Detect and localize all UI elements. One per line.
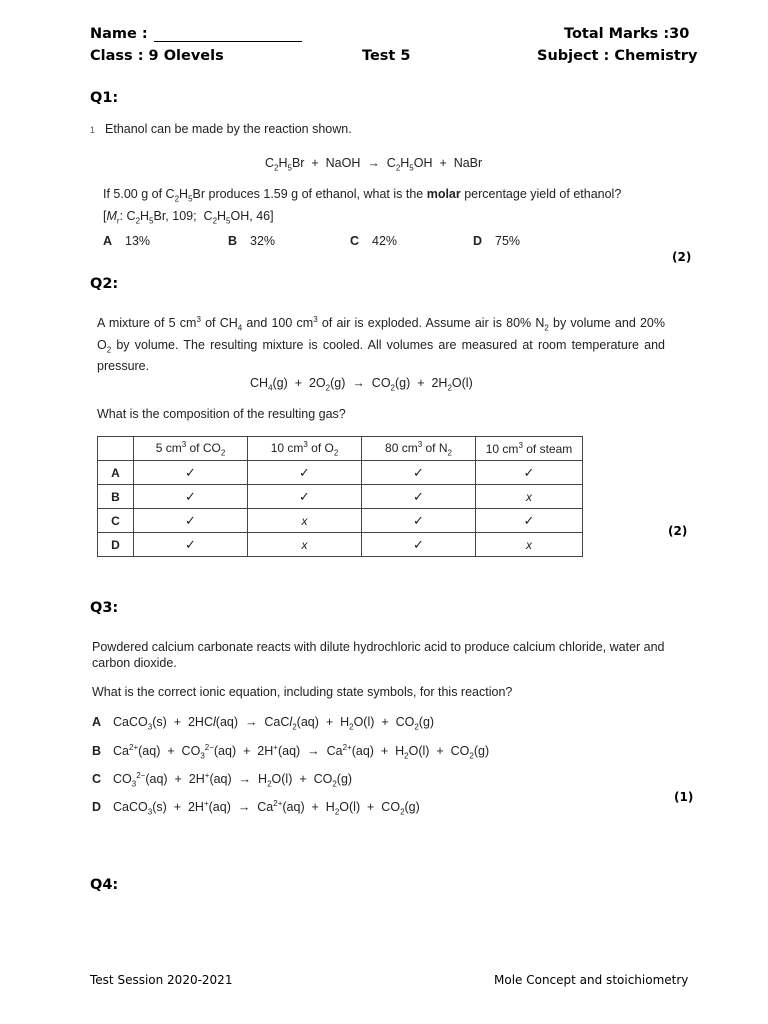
footer-topic: Mole Concept and stoichiometry [494, 973, 689, 987]
q1-option-c[interactable] [350, 234, 397, 248]
name-field [90, 26, 302, 42]
table-cell: ✓ [134, 461, 248, 485]
q2-heading: Q2: [90, 276, 119, 292]
option-letter: A [92, 715, 102, 729]
option-letter: B [228, 234, 238, 248]
option-value: 42% [372, 234, 398, 248]
q1-bullet: 1 [90, 125, 96, 135]
q3-option-c[interactable]: C $CO_3^{2-}(aq) + 2H^+(aq) \to H_2O(l) + CO_2(g)$ [92, 771, 353, 789]
q3-option-b[interactable]: B $Ca^{2+}(aq) + CO_3^{2-}(aq) + 2H^+(aq) \to Ca^{2+}(aq) + H_2O(l) + CO_2(g)$ [92, 743, 490, 761]
q4-heading: Q4: [90, 877, 119, 893]
q1-heading: Q1: [90, 90, 119, 106]
option-letter: D [92, 800, 102, 815]
row-label: D [98, 533, 134, 557]
table-header-row [98, 437, 583, 461]
q3-text: Powdered calcium carbonate reacts with dilute hydrochloric acid to produce calcium chloride, water and carbon dioxide. [92, 640, 665, 670]
q1-marks: (2) [672, 250, 692, 264]
option-value: 32% [250, 234, 276, 248]
table-cell: ✓ [362, 509, 476, 533]
class-label: Class : 9 Olevels [90, 48, 224, 64]
table-cell: ✓ [134, 533, 248, 557]
table-cell: ✓ [134, 485, 248, 509]
subject-label: Subject : Chemistry [537, 48, 698, 64]
option-letter: A [103, 234, 113, 248]
col-header-n2: 80 $cm^3$ of $N_2$ [362, 437, 476, 461]
table-cell: ✓ [134, 509, 248, 533]
table-cell: ✓ [362, 461, 476, 485]
q1-question: If 5.00 g of $C_2H_5Br$ produces 1.59 g of ethanol, what is the molar percentage yield of ethanol? [$M_r$: $C_2H_5Br$, 109; $C_2H_5OH$, 46] [103, 187, 622, 225]
q2-marks: (2) [668, 524, 688, 538]
col-header-co2: 5 $cm^3$ of $CO_2$ [134, 437, 248, 461]
q1-option-d[interactable] [473, 234, 520, 248]
q3-heading: Q3: [90, 600, 119, 616]
table-cell: x [248, 509, 362, 533]
table-cell: ✓ [248, 485, 362, 509]
option-value: 13% [125, 234, 151, 248]
table-cell: ✓ [476, 509, 583, 533]
table-cell: ✓ [476, 461, 583, 485]
table-cell: x [248, 533, 362, 557]
q2-question: What is the composition of the resulting gas? [97, 407, 346, 421]
q2-text: A mixture of 5 $cm^3$ of $CH_4$ and 100 $cm^3$ of air is exploded. Assume air is 80% $N_2$ by volume and 20% $O_2$ by volume. The resulting mixture is cooled. All volumes are measured at room temperature and pressure. [97, 315, 665, 374]
col-header-steam: 10 $cm^3$ of steam [476, 437, 583, 461]
q2-composition-table [97, 436, 583, 557]
q3-marks: (1) [674, 790, 694, 804]
row-label: A [98, 461, 134, 485]
table-cell: ✓ [362, 485, 476, 509]
table-cell: x [476, 533, 583, 557]
table-cell: ✓ [248, 461, 362, 485]
table-row[interactable] [98, 485, 583, 509]
table-corner-cell [98, 437, 134, 461]
row-label: B [98, 485, 134, 509]
row-label: C [98, 509, 134, 533]
q1-option-b[interactable] [228, 234, 275, 248]
test-label: Test 5 [362, 48, 411, 64]
option-letter: B [92, 744, 102, 759]
table-cell: x [476, 485, 583, 509]
name-label: Name : [90, 26, 148, 42]
table-row[interactable] [98, 533, 583, 557]
option-letter: C [350, 234, 360, 248]
q1-option-a[interactable] [103, 234, 150, 248]
table-row[interactable] [98, 461, 583, 485]
q1-equation: $C_2H_5Br$ + NaOH → $C_2H_5OH$ + NaBr [265, 156, 483, 173]
q1-intro [90, 122, 352, 136]
q3-option-d[interactable]: D CaCO$_3$(s) + $2H^+(aq) \to Ca^{2+}(aq) + H_2O(l) + CO_2(g)$ [92, 799, 420, 817]
option-letter: D [473, 234, 483, 248]
table-cell: ✓ [362, 533, 476, 557]
col-header-o2: 10 $cm^3$ of $O_2$ [248, 437, 362, 461]
total-marks: Total Marks :30 [564, 26, 690, 42]
q2-equation: $CH_4(g) + 2O_2(g) \to CO_2(g) + 2H_2O(l)$ [250, 376, 473, 393]
table-row[interactable] [98, 509, 583, 533]
option-letter: C [92, 772, 102, 787]
q3-option-a[interactable]: A CaCO$_3$(s) + 2HCl(aq) → CaCl$_2$(aq) + $H_2O(l) + CO_2(g)$ [92, 715, 435, 732]
name-blank-line [154, 28, 302, 42]
q3-question: What is the correct ionic equation, including state symbols, for this reaction? [92, 685, 513, 699]
option-value: 75% [495, 234, 521, 248]
q1-intro-text: Ethanol can be made by the reaction shown. [105, 122, 352, 136]
footer-session: Test Session 2020-2021 [90, 973, 233, 987]
